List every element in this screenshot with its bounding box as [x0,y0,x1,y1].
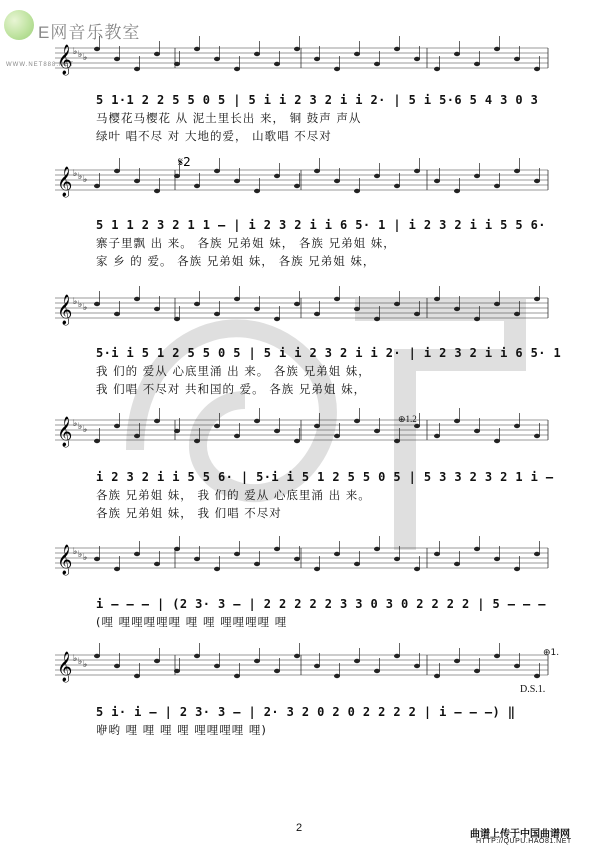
notehead [474,317,480,321]
notehead [114,169,120,173]
notehead [434,297,440,301]
notehead [454,189,460,193]
notehead [254,189,260,193]
staff [55,643,548,683]
notehead [294,654,300,658]
notehead [274,62,280,66]
treble-clef-icon: 𝄞 [57,45,73,75]
coda-end-mark: ⊕1. [543,648,560,658]
notehead [114,664,120,668]
notehead [234,434,240,438]
treble-clef-icon: 𝄞 [57,545,73,575]
staff [55,536,548,576]
notehead [94,184,100,188]
notehead [174,669,180,673]
notehead [194,439,200,443]
notehead [174,62,180,66]
lyrics-row-6: 咿哟 哩 哩 哩 哩 哩哩哩哩 哩) [96,723,267,737]
numbered-notation-row-3: 5·i i 5 1 2 5 5 0 5 | 5 i i 2 3 2 i i 2· | i 2 3 2 i i 6 5· 1 [96,346,562,360]
treble-clef-icon: 𝄞 [57,652,73,682]
notehead [414,169,420,173]
notehead [234,674,240,678]
notehead [514,664,520,668]
flat-sign-icon: ♭ [83,175,88,185]
notehead [134,434,140,438]
notehead [434,674,440,678]
notehead [454,419,460,423]
notehead [154,419,160,423]
notehead [134,297,140,301]
flat-sign-icon: ♭ [73,169,78,179]
notehead [534,67,540,71]
coda-volta-mark: ⊕1.2 [398,414,417,424]
notehead [174,547,180,551]
lyrics-row-1-verse-2: 绿叶 唱不尽 对 大地的爱， 山歌唱 不尽对 [96,129,332,143]
notehead [254,419,260,423]
notehead [274,174,280,178]
notehead [474,547,480,551]
notehead [234,297,240,301]
notehead [194,302,200,306]
notehead [94,302,100,306]
staff [55,158,548,198]
notehead [414,312,420,316]
notehead [534,179,540,183]
flat-sign-icon: ♭ [73,297,78,307]
flat-sign-icon: ♭ [83,553,88,563]
notehead [534,297,540,301]
notehead [214,57,220,61]
lyrics-row-2-verse-2: 家 乡 的 爱。 各族 兄弟姐 妹， 各族 兄弟姐 妹， [96,254,376,268]
notehead [494,557,500,561]
notehead [334,67,340,71]
notehead [294,439,300,443]
notehead [174,429,180,433]
notehead [214,312,220,316]
notehead [394,47,400,51]
notehead [114,424,120,428]
notehead [374,174,380,178]
notehead [374,669,380,673]
notehead [414,567,420,571]
notehead [154,659,160,663]
notehead [514,57,520,61]
notehead [334,552,340,556]
flat-sign-icon: ♭ [83,53,88,63]
notehead [454,307,460,311]
flat-sign-icon: ♭ [78,422,83,432]
notehead [214,567,220,571]
notehead [174,317,180,321]
notehead [354,419,360,423]
notehead [294,184,300,188]
notehead [314,567,320,571]
notehead [134,67,140,71]
notehead [514,312,520,316]
notehead [214,169,220,173]
notehead [194,184,200,188]
notehead [414,664,420,668]
notehead [234,67,240,71]
notehead [474,429,480,433]
notehead [514,567,520,571]
notehead [454,659,460,663]
lyrics-row-4-verse-1: 各族 兄弟姐 妹， 我 们的 爱从 心底里涌 出 来。 [96,488,371,502]
notehead [354,189,360,193]
notehead [354,562,360,566]
notehead [494,184,500,188]
notehead [194,654,200,658]
notehead [274,669,280,673]
notehead [274,317,280,321]
lyrics-row-2-verse-1: 寨子里飘 出 来。 各族 兄弟姐 妹， 各族 兄弟姐 妹， [96,236,396,250]
notehead [534,674,540,678]
notehead [334,179,340,183]
segno-icon: 𝄋2 [178,155,191,169]
notehead [194,557,200,561]
notehead [474,669,480,673]
notehead [214,424,220,428]
notehead [514,169,520,173]
staff [55,408,548,448]
notehead [254,307,260,311]
notehead [294,557,300,561]
notehead [454,562,460,566]
notehead [254,659,260,663]
numbered-notation-row-4: i 2 3 2 i i 5 5 6· | 5·i i 5 1 2 5 5 0 5 | 5 3 3 2 3 2 1 i — [96,470,554,484]
flat-sign-icon: ♭ [73,47,78,57]
logo-name: E网音乐教室 [38,23,141,42]
notehead [354,52,360,56]
notehead [274,429,280,433]
notehead [414,57,420,61]
notehead [214,664,220,668]
notehead [154,562,160,566]
notehead [154,307,160,311]
flat-sign-icon: ♭ [78,172,83,182]
notehead [114,312,120,316]
notehead [114,567,120,571]
notehead [174,174,180,178]
footer-site-url[interactable]: HTTP://QUPU.HAO81.NET [476,838,572,845]
lyrics-row-3-verse-1: 我 们的 爱从 心底里涌 出 来。 各族 兄弟姐 妹， [96,364,371,378]
flat-sign-icon: ♭ [78,657,83,667]
notehead [94,439,100,443]
flat-sign-icon: ♭ [83,303,88,313]
notehead [134,552,140,556]
notehead [274,547,280,551]
notehead [374,317,380,321]
logo-site: WWW.NET888.NET [6,62,75,68]
notehead [254,562,260,566]
notehead [454,52,460,56]
notehead [494,439,500,443]
lyrics-row-1-verse-1: 马樱花马樱花 从 泥土里长出 来， 铜 鼓声 声从 [96,111,362,125]
notehead [314,312,320,316]
notehead [534,434,540,438]
notehead [394,184,400,188]
numbered-notation-row-5: i — — — | (2 3· 3 — | 2 2 2 2 2 3 3 0 3 0 2 2 2 2 | 5 — — — [96,597,546,611]
notehead [394,439,400,443]
numbered-notation-row-2: 5 1 1 2 3 2 1 1 — | i 2 3 2 i i 6 5· 1 | i 2 3 2 i i 5 5 6· [96,218,546,232]
notehead [474,174,480,178]
flat-sign-icon: ♭ [73,654,78,664]
notehead [374,547,380,551]
notehead [514,424,520,428]
footer-site-name: 曲谱上传于中国曲谱网 [470,829,570,840]
notehead [394,654,400,658]
notehead [294,302,300,306]
notehead [474,62,480,66]
notehead [94,557,100,561]
notehead [294,47,300,51]
notehead [154,52,160,56]
notehead [134,179,140,183]
notehead [154,189,160,193]
flat-sign-icon: ♭ [73,547,78,557]
notehead [394,557,400,561]
flat-sign-icon: ♭ [78,50,83,60]
notehead [354,307,360,311]
notehead [434,434,440,438]
staff [55,286,548,326]
notehead [334,674,340,678]
notehead [534,552,540,556]
notehead [114,57,120,61]
notehead [314,664,320,668]
notehead [234,552,240,556]
treble-clef-icon: 𝄞 [57,167,73,197]
notehead [334,434,340,438]
lyrics-row-3-verse-2: 我 们唱 不尽对 共和国的 爱。 各族 兄弟姐 妹， [96,382,367,396]
notehead [354,659,360,663]
flat-sign-icon: ♭ [78,550,83,560]
notehead [314,57,320,61]
notehead [494,47,500,51]
flat-sign-icon: ♭ [83,660,88,670]
flat-sign-icon: ♭ [78,300,83,310]
flat-sign-icon: ♭ [73,419,78,429]
notehead [254,52,260,56]
notehead [374,429,380,433]
lyrics-row-4-verse-2: 各族 兄弟姐 妹， 我 们唱 不尽对 [96,506,282,520]
notehead [134,674,140,678]
notehead [94,654,100,658]
notehead [194,47,200,51]
notehead [394,302,400,306]
notehead [434,67,440,71]
notehead [94,47,100,51]
notehead [434,179,440,183]
staff [55,36,548,76]
ds-mark: D.S.1. [520,684,546,695]
notehead [314,424,320,428]
notehead [494,302,500,306]
notehead [234,179,240,183]
treble-clef-icon: 𝄞 [57,417,73,447]
notehead [314,169,320,173]
numbered-notation-row-6: 5 i· i — | 2 3· 3 — | 2· 3 2 0 2 0 2 2 2 2 | i — — —) ‖ [96,705,516,719]
treble-clef-icon: 𝄞 [57,295,73,325]
notehead [374,62,380,66]
page-number: 2 [296,822,303,834]
lyrics-row-5: (哩 哩哩哩哩哩 哩 哩 哩哩哩哩 哩 [96,615,288,629]
notehead [334,297,340,301]
notehead [494,654,500,658]
numbered-notation-row-1: 5 1·1 2 2 5 5 0 5 | 5 i i 2 3 2 i i 2· | 5 i 5·6 5 4 3 0 3 [96,93,539,107]
flat-sign-icon: ♭ [83,425,88,435]
notehead [434,552,440,556]
